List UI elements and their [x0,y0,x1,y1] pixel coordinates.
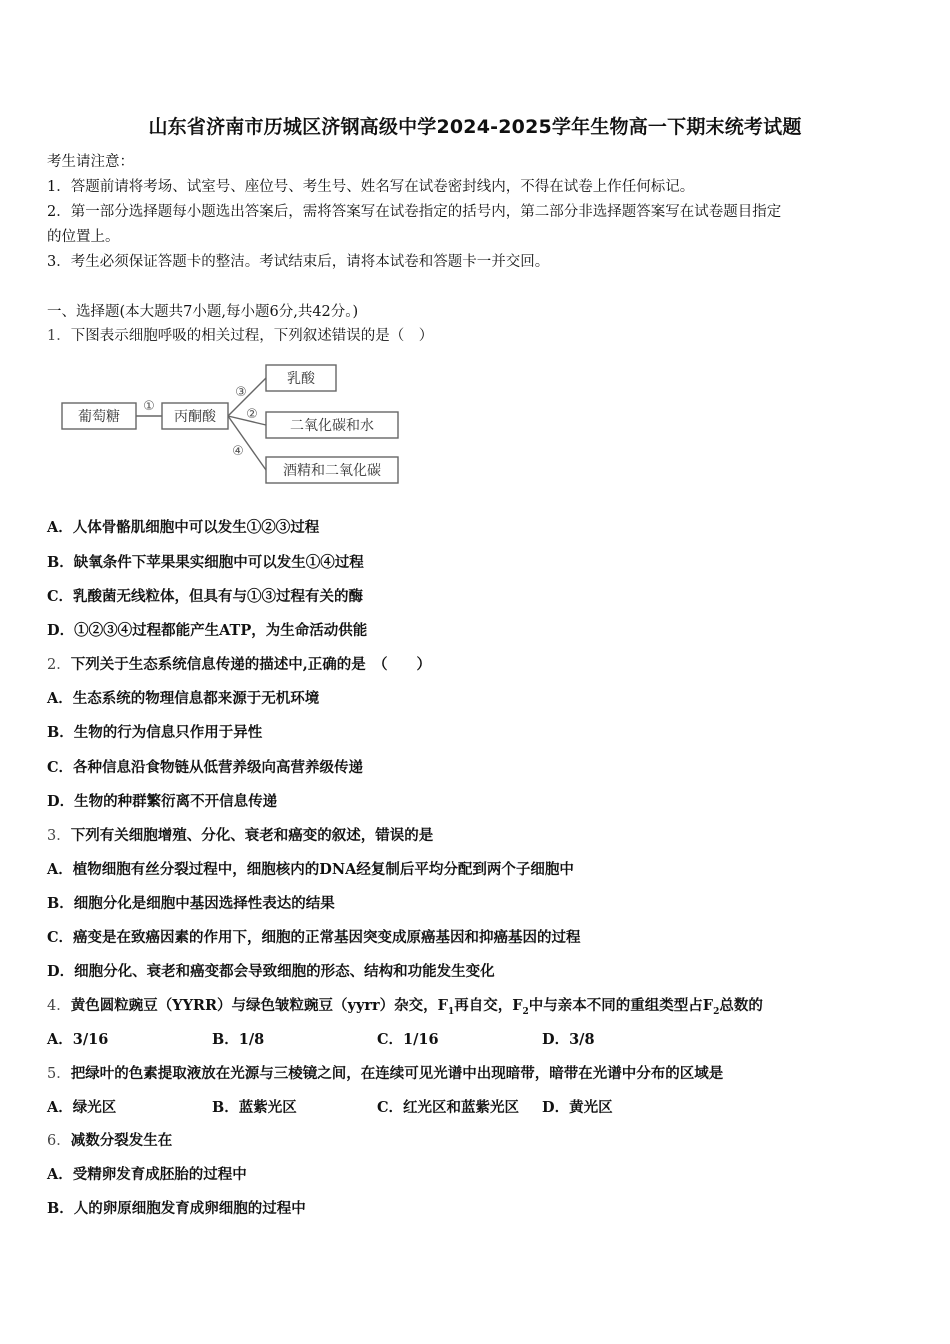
notice-item-2-cont: 的位置上。 [47,229,120,245]
glucose-label: 葡萄糖 [78,409,120,425]
q5-option-c: C．红光区和蓝紫光区 [377,1099,520,1116]
notice-item-3: 3．考生必须保证答题卡的整洁。考试结束后，请将本试卷和答题卡一并交回。 [47,254,550,270]
question-number: 6． [47,1133,71,1149]
question-6-stem [47,1131,172,1151]
q5-option-d: D．黄光区 [542,1099,613,1116]
question-text: 下列有关细胞增殖、分化、衰老和癌变的叙述，错误的是 [70,827,434,844]
step-2-label: ② [246,407,258,422]
notice-item-2: 2．第一部分选择题每小题选出答案后，需将答案写在试卷指定的括号内，第二部分非选择题答案写在试卷题目指定 [47,204,782,220]
question-text: 下列关于生态系统信息传递的描述中,正确的是 （ ） [70,656,432,673]
notice-heading: 考生请注意： [47,154,134,170]
notice-item-1: 1．答题前请将考场、试室号、座位号、考生号、姓名写在试卷密封线内，不得在试卷上作任何标记。 [47,179,695,195]
q2-option-d: D．生物的种群繁衍离不开信息传递 [47,793,278,810]
page-title: 山东省济南市历城区济钢高级中学2024-2025学年生物高一下期末统考试题 [148,116,802,138]
q3-option-d: D．细胞分化、衰老和癌变都会导致细胞的形态、结构和功能发生变化 [47,963,495,980]
q4-option-d: D．3/8 [542,1031,595,1048]
question-number: 4． [47,998,71,1014]
q5-option-a: A．绿光区 [47,1099,117,1116]
question-number: 1． [47,328,71,344]
question-text: 减数分裂发生在 [70,1132,173,1149]
question-text: 把绿叶的色素提取液放在光源与三棱镜之间，在连续可见光谱中出现暗带，暗带在光谱中分布的区域是 [70,1065,724,1082]
q4-option-b: B．1/8 [212,1031,265,1048]
q3-option-c: C．癌变是在致癌因素的作用下，细胞的正常基因突变成原癌基因和抑癌基因的过程 [47,929,581,946]
q2-option-a: A．生态系统的物理信息都来源于无机环境 [47,690,320,707]
question-text: 下图表示细胞呼吸的相关过程，下列叙述错误的是（ ） [70,328,434,344]
pyruvate-label: 丙酮酸 [174,409,216,425]
step-4-label: ④ [232,444,244,459]
alcohol-label: 酒精和二氧化碳 [283,463,381,479]
co2water-label: 二氧化碳和水 [290,418,374,434]
q6-option-b: B．人的卵原细胞发育成卵细胞的过程中 [47,1200,306,1217]
question-3-stem [47,826,433,846]
q3-option-a: A．植物细胞有丝分裂过程中，细胞核内的DNA经复制后平均分配到两个子细胞中 [47,861,574,878]
q4-option-c: C．1/16 [377,1031,439,1048]
q2-option-b: B．生物的行为信息只作用于异性 [47,724,263,741]
q6-option-a: A．受精卵发育成胚胎的过程中 [47,1166,247,1183]
lactic-label: 乳酸 [287,371,315,387]
question-number: 5． [47,1066,71,1082]
question-number: 2． [47,657,71,673]
section-heading: 一、选择题(本大题共7小题,每小题6分,共42分。) [47,304,359,320]
question-number: 3． [47,828,71,844]
question-2-stem [47,655,431,675]
step-3-label: ③ [235,385,247,400]
q5-option-b: B．蓝紫光区 [212,1099,297,1116]
q1-option-a: A．人体骨骼肌细胞中可以发生①②③过程 [47,519,320,536]
question-5-stem [47,1064,723,1084]
q2-option-c: C．各种信息沿食物链从低营养级向高营养级传递 [47,759,364,776]
q1-option-b: B．缺氧条件下苹果果实细胞中可以发生①④过程 [47,554,364,571]
q3-option-b: B．细胞分化是细胞中基因选择性表达的结果 [47,895,335,912]
question-1-stem [47,326,433,346]
step-1-label: ① [143,399,155,414]
question-4-stem: 4．黄色圆粒豌豆（YYRR）与绿色皱粒豌豆（yyrr）杂交，$F_1$再自交，$F_2$中与亲本不同的重组类型占$F_2$总数的 [47,997,763,1017]
q1-option-c: C．乳酸菌无线粒体，但具有与①③过程有关的酶 [47,588,364,605]
q4-option-a: A．3/16 [47,1031,109,1048]
q1-option-d: D．①②③④过程都能产生ATP，为生命活动供能 [47,622,368,639]
respiration-diagram [58,356,408,492]
